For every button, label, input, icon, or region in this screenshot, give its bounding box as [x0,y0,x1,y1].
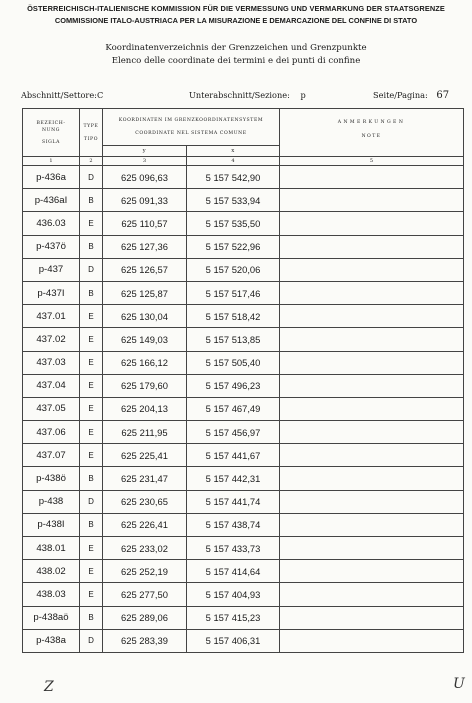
table-row [23,374,464,397]
seite-value: 67 [436,90,450,101]
coordinate-x: 5 157 433,73 [187,537,280,560]
point-type: D [80,258,103,281]
coordinate-x: 5 157 414,64 [187,560,280,583]
coordinate-y: 625 277,50 [103,583,187,606]
coordinate-y: 625 096,63 [103,166,187,189]
point-designation: p-437I [23,281,80,304]
coordinate-table [22,108,464,653]
notes-cell [280,166,464,189]
point-type: E [80,583,103,606]
notes-cell [280,328,464,351]
commission-title-it: COMMISSIONE ITALO-AUSTRIACA PER LA MISURAZIONE E DEMARCAZIONE DEL CONFINE DI STATO [54,16,418,25]
coordinate-x: 5 157 438,74 [187,513,280,536]
table-row [23,258,464,281]
point-designation: 437.07 [23,444,80,467]
col-header-coordinates [103,109,280,146]
point-type: B [80,235,103,258]
coordinate-y: 625 110,57 [103,212,187,235]
table-row [23,189,464,212]
point-type: B [80,281,103,304]
table-row [23,235,464,258]
notes-cell [280,189,464,212]
point-type: E [80,374,103,397]
notes-cell [280,444,464,467]
point-type: E [80,351,103,374]
table-row [23,513,464,536]
table-row [23,629,464,652]
col-number: 4 [187,157,280,166]
point-designation: 437.05 [23,397,80,420]
seite-field [373,90,449,101]
notes-cell [280,281,464,304]
point-type: E [80,397,103,420]
abschnitt-field [21,90,103,100]
table-row [23,490,464,513]
coordinate-y: 625 127,36 [103,235,187,258]
point-designation: 438.02 [23,560,80,583]
seite-label: Seite/Pagina: [373,90,428,100]
point-type: E [80,444,103,467]
table-row [23,212,464,235]
notes-cell [280,351,464,374]
col-header-notes-it: NOTE [361,134,382,139]
col-number: 1 [23,157,80,166]
abschnitt-value: C [96,90,104,100]
coordinate-x: 5 157 406,31 [187,629,280,652]
col-header-notes-de: ANMERKUNGEN [337,120,406,125]
point-type: B [80,606,103,629]
coordinate-y: 625 211,95 [103,421,187,444]
notes-cell [280,212,464,235]
point-type: E [80,212,103,235]
coordinate-y: 625 204,13 [103,397,187,420]
col-number: 3 [103,157,187,166]
notes-cell [280,467,464,490]
coordinate-x: 5 157 415,23 [187,606,280,629]
col-header-y: y [103,146,187,157]
coordinate-x: 5 157 505,40 [187,351,280,374]
notes-cell [280,560,464,583]
abschnitt-label: Abschnitt/Settore: [21,90,97,100]
col-header-typ-it: TIPO [83,136,99,142]
initials-right: U [453,676,465,692]
table-row [23,166,464,189]
col-header-typ-de: TYPE [83,123,99,129]
coordinate-y: 625 289,06 [103,606,187,629]
col-number: 5 [280,157,464,166]
coordinate-y: 625 126,57 [103,258,187,281]
document-subtitle-it: Elenco delle coordinate dei termini e dei punti di confine [111,56,361,66]
coordinate-y: 625 226,41 [103,513,187,536]
coordinate-y: 625 149,03 [103,328,187,351]
coordinate-x: 5 157 496,23 [187,374,280,397]
coordinate-x: 5 157 513,85 [187,328,280,351]
notes-cell [280,421,464,444]
point-type: B [80,467,103,490]
coordinate-y: 625 179,60 [103,374,187,397]
coordinate-x: 5 157 404,93 [187,583,280,606]
point-type: D [80,629,103,652]
notes-cell [280,235,464,258]
point-designation: p-438aö [23,606,80,629]
coordinate-y: 625 166,12 [103,351,187,374]
point-designation: p-438a [23,629,80,652]
coordinate-x: 5 157 518,42 [187,305,280,328]
point-type: E [80,537,103,560]
point-designation: p-438ö [23,467,80,490]
unterabschnitt-label: Unterabschnitt/Sezione: [189,90,290,100]
document-subtitle-de: Koordinatenverzeichnis der Grenzzeichen und Grenzpunkte [105,43,367,53]
coordinate-y: 625 231,47 [103,467,187,490]
table-row [23,583,464,606]
point-designation: 436.03 [23,212,80,235]
coordinate-x: 5 157 522,96 [187,235,280,258]
point-type: D [80,490,103,513]
col-header-bez-de: BEZEICH-NUNG [36,120,66,133]
table-row [23,606,464,629]
notes-cell [280,606,464,629]
col-header-bezeichnung [23,109,80,157]
point-designation: p-436a [23,166,80,189]
table-row [23,444,464,467]
coordinate-x: 5 157 533,94 [187,189,280,212]
point-designation: 438.03 [23,583,80,606]
initials-left: Z [44,679,54,695]
table-row [23,537,464,560]
coordinate-x: 5 157 535,50 [187,212,280,235]
notes-cell [280,258,464,281]
table-row [23,351,464,374]
point-type: E [80,328,103,351]
notes-cell [280,374,464,397]
table-row [23,305,464,328]
notes-cell [280,397,464,420]
coordinate-x: 5 157 441,67 [187,444,280,467]
point-type: B [80,189,103,212]
col-header-coord-it: COORDINATE NEL SISTEMA COMUNE [135,131,247,136]
coordinate-y: 625 225,41 [103,444,187,467]
point-designation: 437.04 [23,374,80,397]
notes-cell [280,513,464,536]
table-row [23,467,464,490]
coordinate-y: 625 283,39 [103,629,187,652]
coordinate-y: 625 230,65 [103,490,187,513]
col-header-type [80,109,103,157]
point-type: D [80,166,103,189]
table-row [23,328,464,351]
coordinate-x: 5 157 442,31 [187,467,280,490]
point-designation: p-437ö [23,235,80,258]
point-type: E [80,421,103,444]
unterabschnitt-field [189,90,306,100]
col-header-bez-it: SIGLA [42,139,60,145]
point-type: E [80,305,103,328]
col-header-coord-de: KOORDINATEN IM GRENZKOORDINATENSYSTEM [118,118,264,123]
point-designation: 437.03 [23,351,80,374]
notes-cell [280,305,464,328]
coordinate-x: 5 157 517,46 [187,281,280,304]
point-type: E [80,560,103,583]
col-header-x: x [187,146,280,157]
notes-cell [280,490,464,513]
point-designation: p-438I [23,513,80,536]
coordinate-y: 625 252,19 [103,560,187,583]
coordinate-x: 5 157 542,90 [187,166,280,189]
point-designation: 437.01 [23,305,80,328]
point-designation: 438.01 [23,537,80,560]
commission-title-de: ÖSTERREICHISCH-ITALIENISCHE KOMMISSION FÜR DIE VERMESSUNG UND VERMARKUNG DER STAATSGRENZE [27,4,445,13]
coordinate-y: 625 125,87 [103,281,187,304]
point-designation: p-438 [23,490,80,513]
coordinate-x: 5 157 467,49 [187,397,280,420]
coordinate-y: 625 091,33 [103,189,187,212]
table-row [23,281,464,304]
coordinate-x: 5 157 456,97 [187,421,280,444]
point-designation: 437.02 [23,328,80,351]
unterabschnitt-value: p [300,90,306,100]
coordinate-y: 625 130,04 [103,305,187,328]
point-type: B [80,513,103,536]
notes-cell [280,629,464,652]
point-designation: p-436aI [23,189,80,212]
table-row [23,397,464,420]
coordinate-x: 5 157 520,06 [187,258,280,281]
point-designation: 437.06 [23,421,80,444]
col-header-notes [280,109,464,157]
coordinate-x: 5 157 441,74 [187,490,280,513]
table-row [23,560,464,583]
notes-cell [280,537,464,560]
col-number: 2 [80,157,103,166]
table-row [23,421,464,444]
notes-cell [280,583,464,606]
coordinate-y: 625 233,02 [103,537,187,560]
point-designation: p-437 [23,258,80,281]
